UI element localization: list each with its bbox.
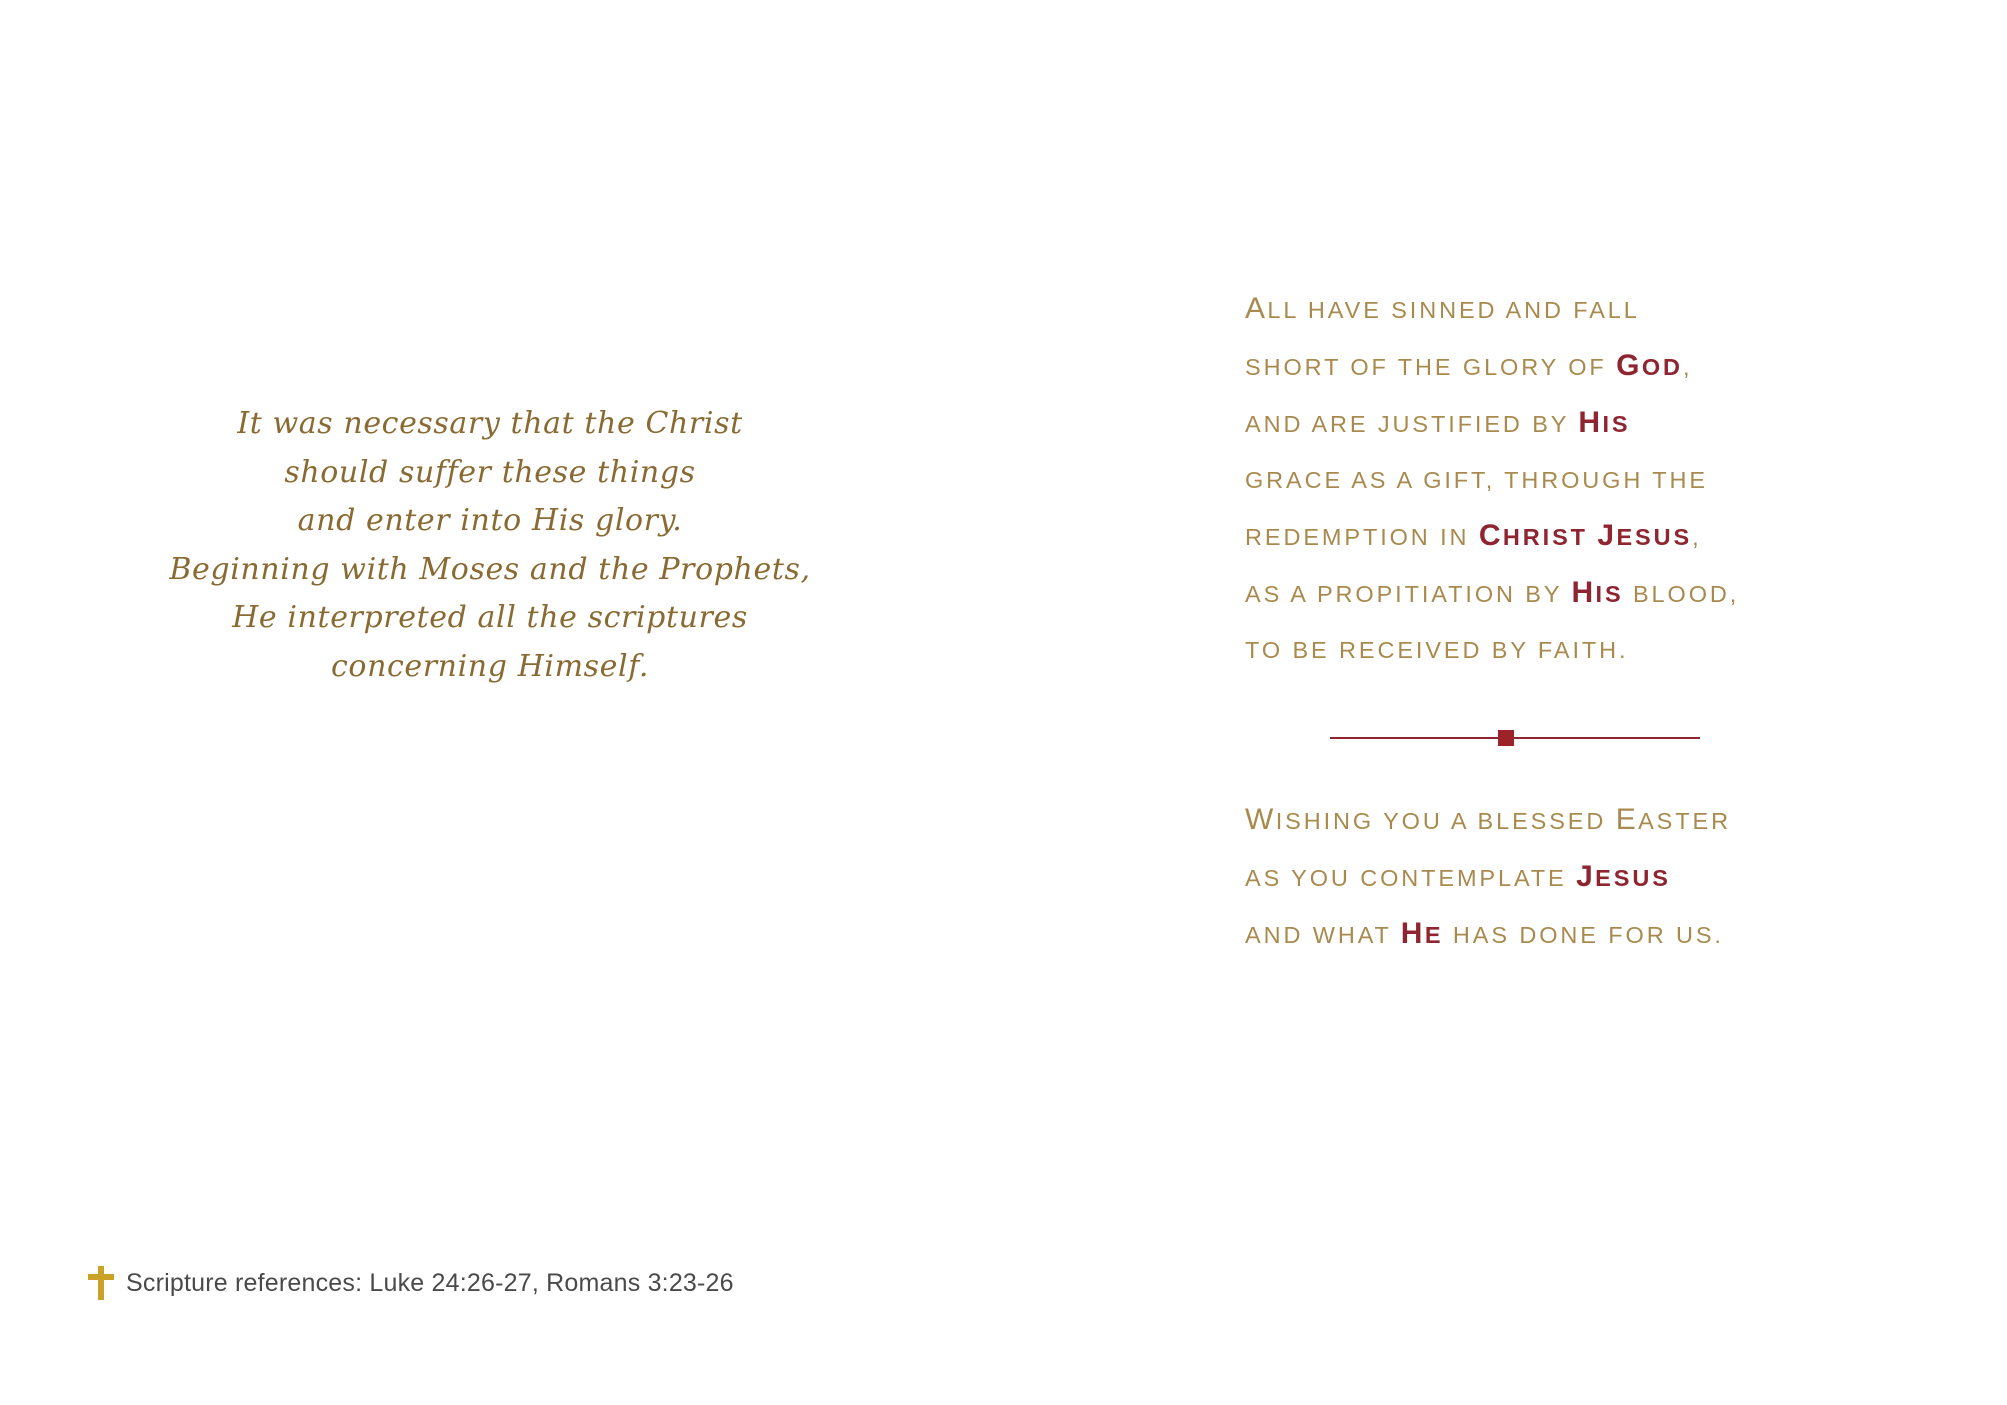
verse-run: TO BE RECEIVED BY FAITH. [1245, 637, 1629, 663]
closing-run: ESUS [1595, 865, 1671, 891]
closing-line [1245, 910, 1865, 967]
cross-icon [88, 1266, 114, 1300]
quote-line: It was necessary that the Christ [237, 406, 743, 441]
right-message-block [1245, 285, 1865, 967]
quote-line: and enter into His glory. [297, 503, 683, 539]
quote-line: Beginning with Moses and the Prophets, [169, 551, 811, 587]
verse-run: , [1692, 524, 1702, 550]
verse-text [1245, 285, 1865, 682]
verse-run: J [1597, 519, 1617, 552]
verse-run: IS [1602, 411, 1631, 437]
closing-run: W [1245, 803, 1276, 836]
verse-run: REDEMPTION IN [1245, 524, 1479, 550]
verse-line [1245, 285, 1865, 342]
verse-run: OD [1641, 354, 1683, 380]
closing-run: AS YOU CONTEMPLATE [1245, 865, 1577, 891]
quote-line: should suffer these things [284, 454, 696, 490]
verse-run: G [1616, 349, 1642, 382]
verse-run: LL HAVE SINNED AND FALL [1267, 297, 1640, 323]
verse-run: A [1245, 292, 1268, 325]
closing-run: E [1615, 803, 1639, 836]
verse-run: AND ARE JUSTIFIED BY [1245, 411, 1579, 437]
footer [88, 1266, 734, 1300]
closing-run: ASTER [1638, 808, 1731, 834]
closing-run: AND WHAT [1245, 922, 1401, 948]
verse-run: C [1478, 519, 1503, 552]
verse-run: IS [1595, 581, 1624, 607]
closing-run: E [1424, 922, 1444, 948]
closing-run: ISHING YOU A BLESSED [1275, 808, 1616, 834]
quote-line: He interpreted all the scriptures [232, 600, 748, 636]
verse-run: AS A PROPITIATION BY [1245, 581, 1572, 607]
left-quote-block [150, 400, 830, 692]
quote-line: concerning Himself. [331, 648, 649, 684]
verse-run: BLOOD, [1623, 581, 1740, 607]
closing-line [1245, 853, 1865, 910]
closing-run: HAS DONE FOR US. [1443, 922, 1724, 948]
closing-text [1245, 796, 1865, 967]
scripture-reference-text: Scripture references: Luke 24:26-27, Romans 3:23-26 [126, 1268, 734, 1297]
verse-line [1245, 626, 1865, 682]
verse-line [1245, 456, 1865, 512]
verse-run: H [1578, 406, 1603, 439]
square-ornament-icon [1498, 730, 1514, 746]
verse-run: SHORT OF THE GLORY OF [1245, 354, 1617, 380]
divider-rule [1330, 737, 1700, 739]
verse-line [1245, 399, 1865, 456]
verse-run: , [1682, 354, 1693, 380]
closing-run: H [1400, 917, 1425, 950]
verse-run: HRIST [1502, 524, 1598, 550]
verse-run: GRACE AS A GIFT, THROUGH THE [1245, 467, 1708, 493]
verse-line [1245, 569, 1865, 626]
verse-line [1245, 342, 1865, 399]
verse-run: ESUS [1616, 524, 1693, 550]
closing-run: J [1576, 860, 1596, 893]
verse-run: H [1571, 576, 1596, 609]
closing-line [1245, 796, 1865, 853]
verse-line [1245, 512, 1865, 569]
divider-ornament [1330, 726, 1700, 748]
